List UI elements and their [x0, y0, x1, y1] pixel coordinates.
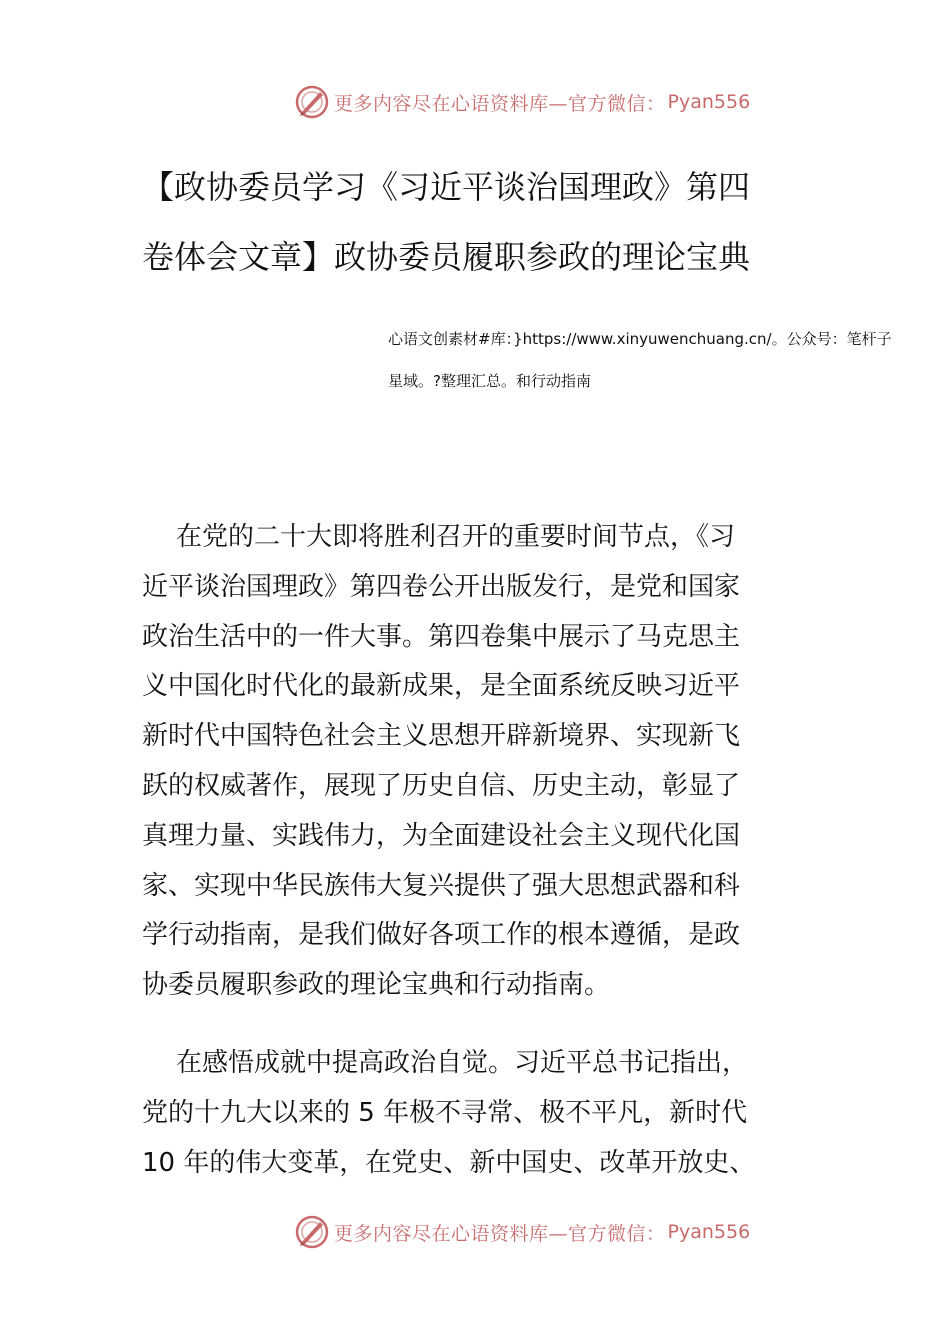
source-note: [388, 318, 943, 402]
paragraph-line: 在感悟成就中提高政治自觉。习近平总书记指出，: [176, 1048, 749, 1078]
footer-banner: [294, 1212, 750, 1252]
banner-text: 更多内容尽在心语资料库—官方微信：: [334, 92, 666, 115]
paragraph: [142, 1039, 817, 1188]
paragraph-line: 学行动指南，是我们做好各项工作的根本遵循，是政: [142, 920, 741, 951]
banner-text: 更多内容尽在心语资料库—官方微信：: [334, 1222, 666, 1245]
source-line: 心语文创素材#库：}https://www.xinyuwenchuang.cn/。公众号：笔杆子: [388, 330, 892, 348]
page-title: [142, 152, 812, 292]
source-line: 星域。?整理汇总。和行动指南: [388, 372, 591, 390]
paragraph-line: 党的十九大以来的 5 年极不寻常、极不平凡，新时代: [142, 1097, 748, 1128]
paragraph-line: 新时代中国特色社会主义思想开辟新境界、实现新飞: [142, 721, 741, 752]
paragraph-line: 政治生活中的一件大事。第四卷集中展示了马克思主: [142, 621, 741, 652]
paragraph-line: 协委员履职参政的理论宝典和行动指南。: [142, 970, 611, 1001]
paragraph: [142, 513, 817, 1011]
wechat-id: Pyan556: [667, 1221, 751, 1243]
quill-pen-icon: [294, 1214, 330, 1250]
quill-pen-icon: [294, 84, 330, 120]
paragraph-line: 10 年的伟大变革，在党史、新中国史、改革开放史、: [142, 1147, 756, 1178]
paragraph-line: 在党的二十大即将胜利召开的重要时间节点，《习: [176, 522, 736, 552]
paragraph-line: 跃的权威著作，展现了历史自信、历史主动，彰显了: [142, 770, 741, 801]
paragraph-line: 真理力量、实践伟力，为全面建设社会主义现代化国: [142, 820, 741, 851]
paragraph-line: 义中国化时代化的最新成果，是全面系统反映习近平: [142, 671, 741, 702]
paragraph-line: 家、实现中华民族伟大复兴提供了强大思想武器和科: [142, 870, 741, 901]
wechat-id: Pyan556: [667, 91, 751, 113]
paragraph-line: 近平谈治国理政》第四卷公开出版发行，是党和国家: [142, 571, 741, 602]
title-line: 卷体会文章】政协委员履职参政的理论宝典: [142, 238, 751, 276]
header-banner: [294, 82, 750, 122]
title-line: 【政协委员学习《习近平谈治国理政》第四: [142, 168, 751, 206]
